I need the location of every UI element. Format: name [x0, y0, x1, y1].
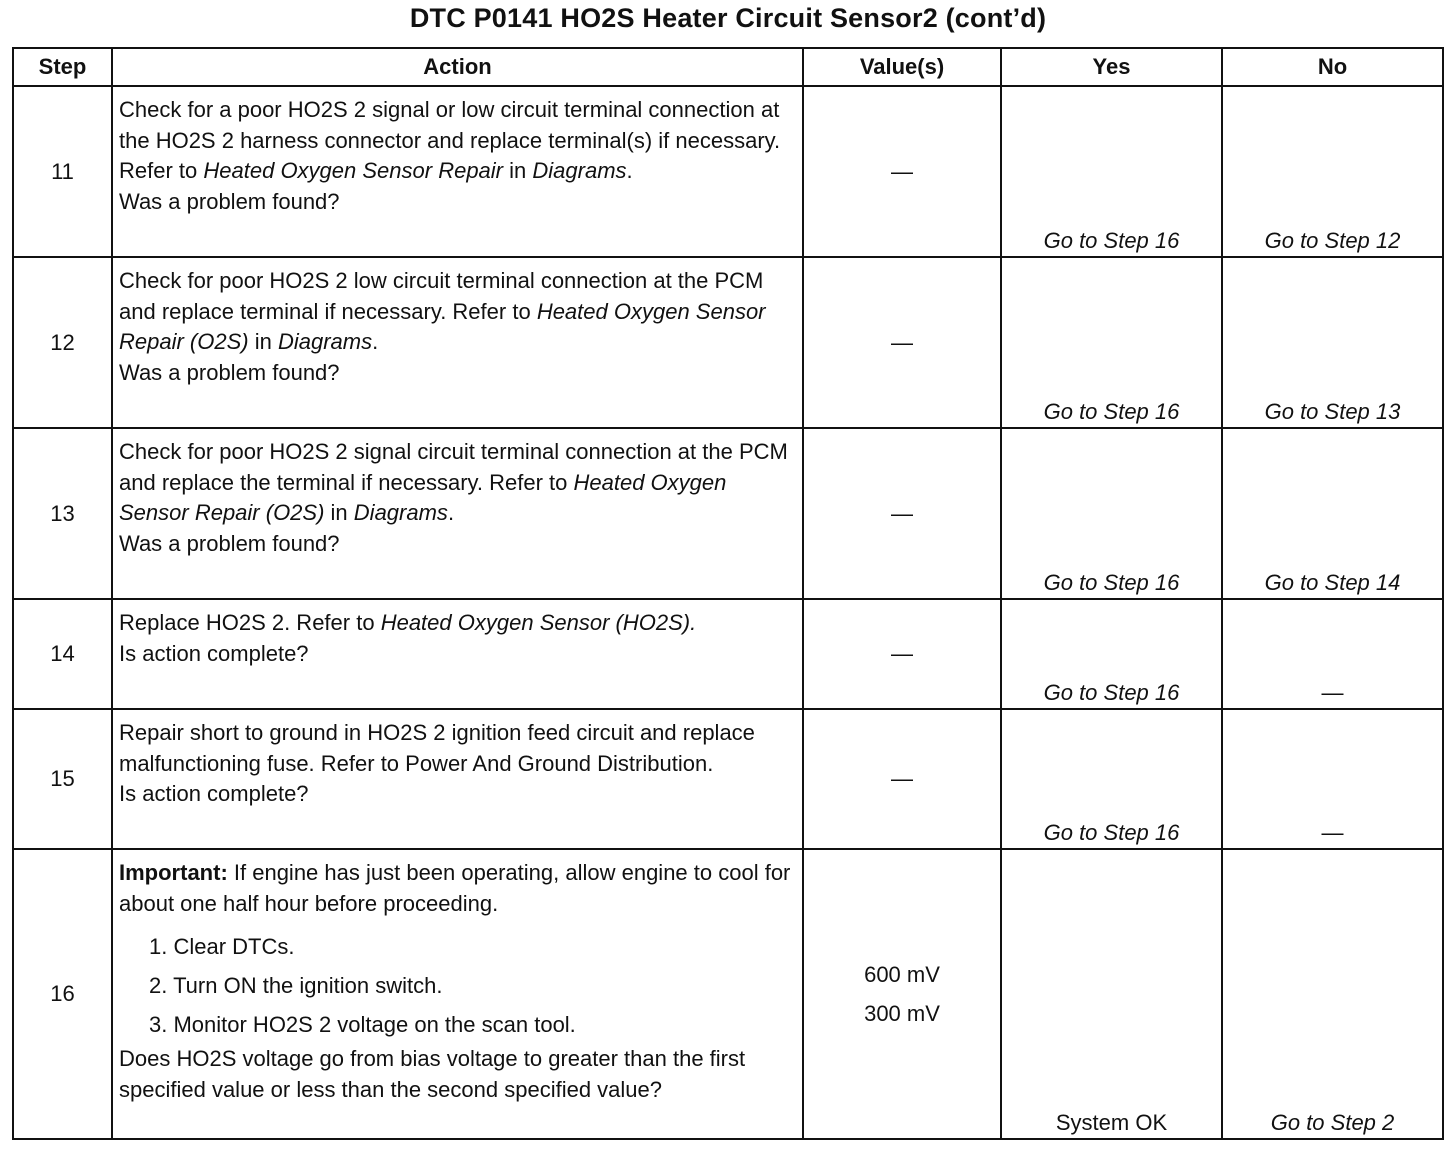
value-cell: — — [803, 599, 1001, 709]
action-connector: in — [509, 158, 527, 183]
yes-cell: Go to Step 16 — [1001, 86, 1222, 257]
action-cell — [112, 86, 803, 257]
action-cell — [112, 599, 803, 709]
action-instruction: Replace HO2S 2. Refer to — [119, 610, 375, 635]
action-cell — [112, 709, 803, 849]
reference-link[interactable]: Heated Oxygen Sensor Repair (O2S) — [119, 469, 727, 525]
yes-cell: Go to Step 16 — [1001, 599, 1222, 709]
action-instruction: Check for poor HO2S 2 signal circuit terminal connection at the PCM and replace the terminal if necessary. Refer to — [119, 439, 788, 495]
action-instruction: Check for poor HO2S 2 low circuit terminal connection at the PCM and replace terminal if necessary. Refer to — [119, 268, 764, 324]
important-label: Important: — [119, 860, 228, 885]
action-question: Is action complete? — [119, 640, 309, 666]
action-question: Is action complete? — [119, 781, 309, 806]
value-cell — [803, 849, 1001, 1139]
substep-list — [119, 927, 792, 1044]
list-item: 3. Monitor HO2S 2 voltage on the scan tool. — [149, 1012, 576, 1037]
value-cell: — — [803, 257, 1001, 428]
step-number: 12 — [13, 257, 112, 428]
value-cell: — — [803, 709, 1001, 849]
table-row — [13, 257, 1443, 428]
page-title: DTC P0141 HO2S Heater Circuit Sensor2 (cont’d) — [409, 3, 1047, 33]
action-text: Check for a poor HO2S 2 signal or low circuit terminal connection at the HO2S 2 harness connector and replace terminal(s) if necessary. Refer to Heated Oxygen Sensor Repair in Diagrams. — [119, 97, 781, 183]
value-first: 600 mV — [864, 962, 940, 987]
action-text — [119, 608, 792, 639]
table-row — [13, 849, 1443, 1139]
action-question: Was a problem found? — [119, 359, 340, 385]
table-row — [13, 599, 1443, 709]
action-cell — [112, 257, 803, 428]
step-number: 14 — [13, 599, 112, 709]
diagnostic-table — [12, 47, 1444, 1140]
list-item: 1. Clear DTCs. — [149, 934, 295, 959]
table-row — [13, 428, 1443, 599]
action-instruction: Check for a poor HO2S 2 signal or low circuit terminal connection at the HO2S 2 harness connector and replace terminal(s) if necessary. Refer to — [119, 97, 781, 183]
header-row — [13, 48, 1443, 86]
no-cell: — — [1222, 599, 1443, 709]
action-question: Was a problem found? — [119, 188, 340, 214]
action-question: Does HO2S voltage go from bias voltage to greater than the first specified value or less than the second specified value? — [119, 1046, 746, 1102]
header-no: No — [1222, 48, 1443, 86]
value-second: 300 mV — [864, 1001, 940, 1026]
no-cell: — — [1222, 709, 1443, 849]
reference-link[interactable]: Heated Oxygen Sensor (HO2S). — [380, 610, 697, 635]
reference-link[interactable]: Diagrams — [353, 500, 448, 525]
yes-cell: Go to Step 16 — [1001, 709, 1222, 849]
important-note — [119, 858, 792, 919]
step-number: 11 — [13, 86, 112, 257]
reference-link[interactable]: Diagrams — [532, 158, 627, 183]
reference-link[interactable]: Heated Oxygen Sensor Repair — [203, 158, 504, 183]
header-action: Action — [112, 48, 803, 86]
action-cell — [112, 849, 803, 1139]
no-cell: Go to Step 12 — [1222, 86, 1443, 257]
step-number: 13 — [13, 428, 112, 599]
action-text: Check for poor HO2S 2 signal circuit terminal connection at the PCM and replace the terminal if necessary. Refer to Heated Oxygen Sensor Repair (O2S) in Diagrams. — [119, 439, 788, 525]
list-item: 2. Turn ON the ignition switch. — [149, 973, 443, 998]
value-cell: — — [803, 428, 1001, 599]
no-cell: Go to Step 14 — [1222, 428, 1443, 599]
table-row — [13, 709, 1443, 849]
header-yes: Yes — [1001, 48, 1222, 86]
action-question: Was a problem found? — [119, 530, 340, 556]
step-number: 16 — [13, 849, 112, 1139]
header-values: Value(s) — [803, 48, 1001, 86]
action-text: Repair short to ground in HO2S 2 ignition feed circuit and replace malfunctioning fuse. Refer to Power And Ground Distribution. — [119, 720, 755, 776]
action-cell — [112, 428, 803, 599]
action-text: Check for poor HO2S 2 low circuit terminal connection at the PCM and replace terminal if necessary. Refer to Heated Oxygen Sensor Repair (O2S) in Diagrams. — [119, 268, 766, 354]
yes-cell: Go to Step 16 — [1001, 257, 1222, 428]
step-number: 15 — [13, 709, 112, 849]
reference-link[interactable]: Diagrams — [277, 329, 373, 354]
action-connector: in — [330, 500, 348, 525]
no-cell: Go to Step 2 — [1222, 849, 1443, 1139]
yes-cell: Go to Step 16 — [1001, 428, 1222, 599]
header-step: Step — [13, 48, 112, 86]
action-connector: in — [254, 329, 272, 354]
reference-link[interactable]: Heated Oxygen Sensor Repair (O2S) — [119, 298, 766, 354]
important-text: If engine has just been operating, allow engine to cool for about one half hour before proceeding. — [119, 860, 791, 916]
yes-cell: System OK — [1001, 849, 1222, 1139]
no-cell: Go to Step 13 — [1222, 257, 1443, 428]
table-row — [13, 86, 1443, 257]
value-cell: — — [803, 86, 1001, 257]
